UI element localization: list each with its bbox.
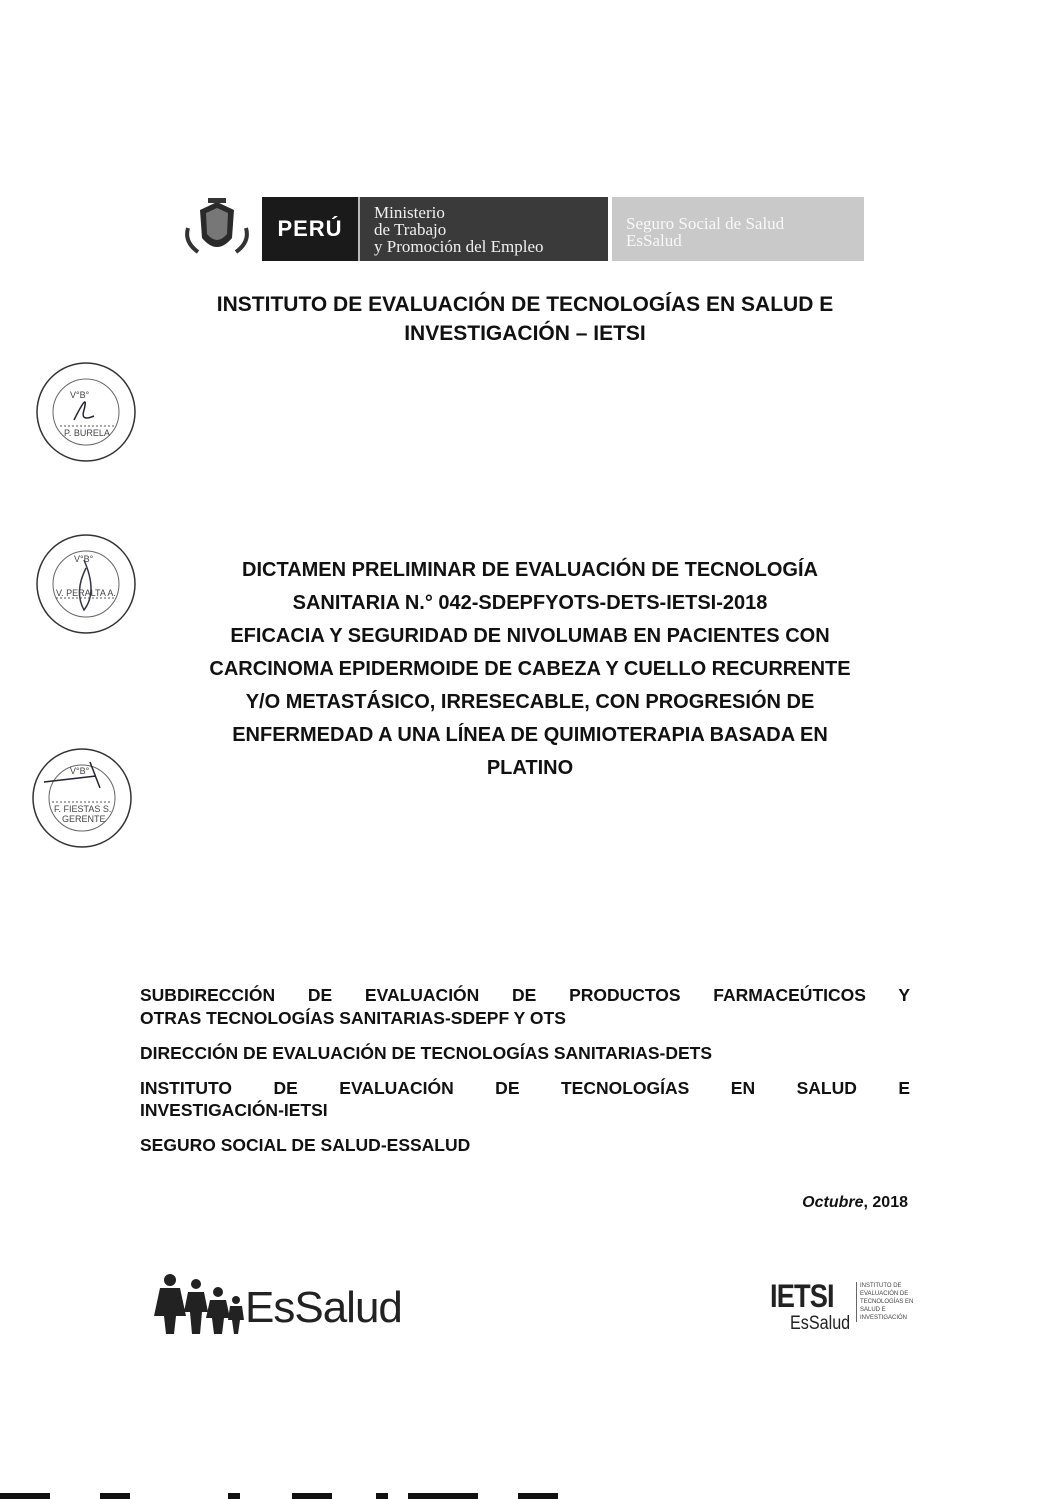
ietsi-logo-description: INSTITUTO DE EVALUACIÓN DE TECNOLOGÍAS EN SALUD E INVESTIGACIÓN xyxy=(856,1282,920,1322)
document-date xyxy=(700,1194,908,1212)
header-banner xyxy=(182,194,864,264)
ministerio-label: Ministerio de Trabajo y Promoción del Empleo xyxy=(358,197,608,261)
stamp-vobo: V°B° xyxy=(74,554,94,564)
ietsi-logo-sub: EsSalud xyxy=(790,1313,851,1334)
essalud-family-logo-icon xyxy=(152,1272,244,1336)
approval-stamp-fiestas xyxy=(30,746,134,850)
affiliation-subdireccion-line1: SUBDIRECCIÓN DE EVALUACIÓN DE PRODUCTOS FARMACEÚTICOS Y xyxy=(140,985,910,1005)
institute-title: INSTITUTO DE EVALUACIÓN DE TECNOLOGÍAS EN SALUD E INVESTIGACIÓN – IETSI xyxy=(216,293,834,345)
signature-icon xyxy=(74,402,94,420)
approval-stamp-peralta xyxy=(34,532,138,636)
essalud-logo-text: EsSalud xyxy=(245,1283,402,1332)
affiliation-direccion: DIRECCIÓN DE EVALUACIÓN DE TECNOLOGÍAS SANITARIAS-DETS xyxy=(140,1043,713,1063)
seguro-social-label: Seguro Social de Salud EsSalud xyxy=(612,197,864,261)
signature-icon xyxy=(79,560,91,610)
approval-stamp-burela xyxy=(34,360,138,464)
stamp-name: V. PERALTA A. xyxy=(56,588,116,598)
affiliation-instituto-line1: INSTITUTO DE EVALUACIÓN DE TECNOLOGÍAS EN SALUD E xyxy=(140,1078,910,1098)
scan-edge-marks xyxy=(0,1490,1054,1499)
stamp-name: F. FIESTAS S. xyxy=(54,804,112,814)
stamp-vobo: V°B° xyxy=(70,766,90,776)
stamp-name: P. BURELA xyxy=(64,428,110,438)
stamp-role: GERENTE xyxy=(62,814,106,824)
date-month: Octubre xyxy=(802,1194,864,1211)
stamp-vobo: V°B° xyxy=(70,390,90,400)
dictamen-title: DICTAMEN PRELIMINAR DE EVALUACIÓN DE TECNOLOGÍA SANITARIA N.° 042-SDEPFYOTS-DETS-IETSI-2018 EFICACIA Y SEGURIDAD DE NIVOLUMAB EN PACIENTES CON CARCINOMA EPIDERMOIDE DE CABEZA Y CUELLO RECURRENTE Y/O METASTÁSICO, IRRESECABLE, CON PROGRESIÓN DE ENFERMEDAD A UNA LÍNEA DE QUIMIOTERAPIA BASADA EN PLATINO xyxy=(209,559,851,779)
affiliation-subdireccion-line2: OTRAS TECNOLOGÍAS SANITARIAS-SDEPF Y OTS xyxy=(140,1008,566,1028)
peru-label: PERÚ xyxy=(262,197,358,261)
affiliation-instituto-line2: INVESTIGACIÓN-IETSI xyxy=(140,1100,328,1120)
affiliation-seguro: SEGURO SOCIAL DE SALUD-ESSALUD xyxy=(140,1135,471,1155)
date-year: , 2018 xyxy=(863,1194,908,1211)
peru-coat-of-arms-icon xyxy=(182,198,252,260)
ietsi-logo-word: IETSI xyxy=(770,1278,834,1314)
